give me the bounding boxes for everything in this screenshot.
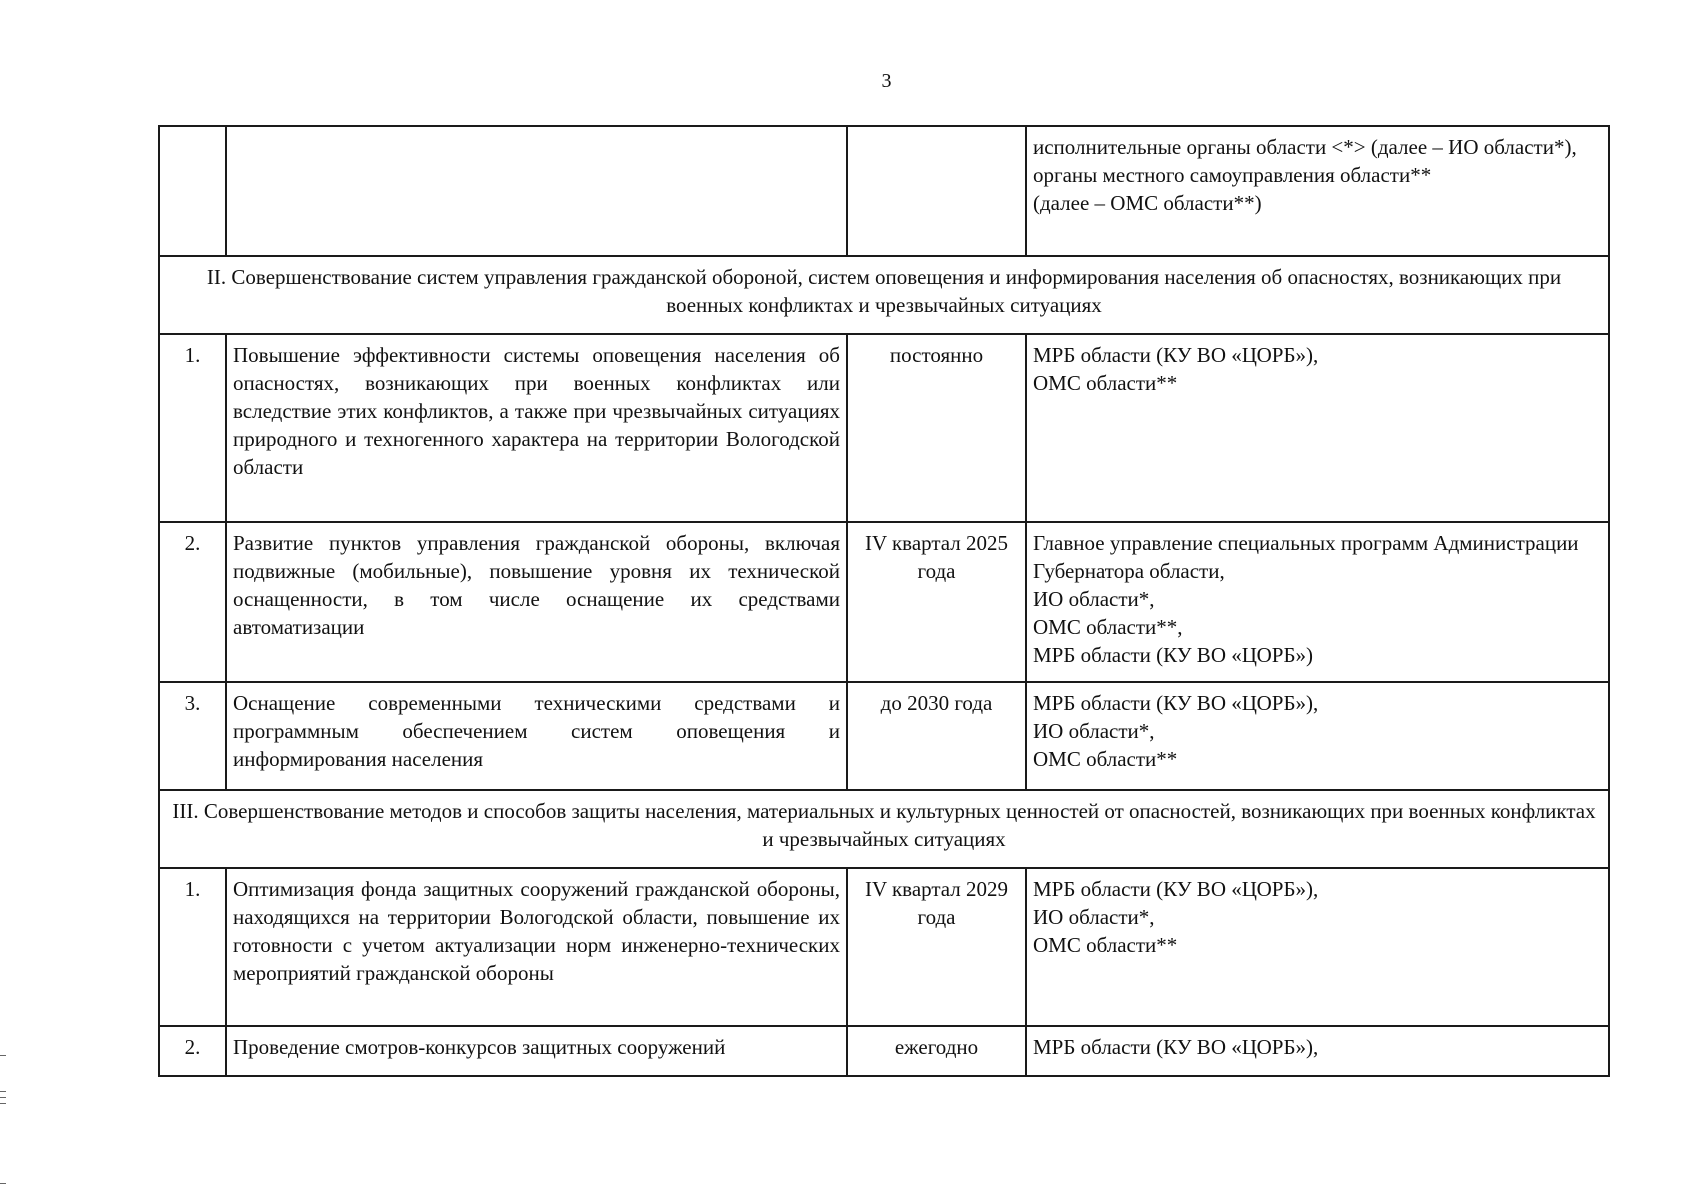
executor-line: ОМС области** bbox=[1033, 371, 1178, 395]
executor-line: МРБ области (КУ ВО «ЦОРБ»), bbox=[1033, 877, 1319, 901]
row-executors-cell bbox=[1026, 682, 1609, 790]
table-row bbox=[159, 522, 1609, 682]
row-number: 1. bbox=[159, 334, 226, 522]
section-title: III. Совершенствование методов и способов защиты населения, материальных и культурных ценностей от опасностей, возникающих при военных конфликтах и чрезвычайных ситуациях bbox=[159, 790, 1609, 868]
scan-edge-marks bbox=[0, 1055, 8, 1195]
row-term: постоянно bbox=[847, 334, 1026, 522]
row-number: 1. bbox=[159, 868, 226, 1026]
executor-line: МРБ области (КУ ВО «ЦОРБ»), bbox=[1033, 343, 1319, 367]
row-description: Оснащение современными техническими средствами и программным обеспечением систем оповещения и информирования населения bbox=[226, 682, 847, 790]
executor-line: МРБ области (КУ ВО «ЦОРБ»), bbox=[1033, 1035, 1319, 1059]
row-description: Повышение эффективности системы оповещения населения об опасностях, возникающих при военных конфликтах или вследствие этих конфликтов, а также при чрезвычайных ситуациях природного и техногенного характера на территории Вологодской области bbox=[226, 334, 847, 522]
plan-table bbox=[158, 125, 1610, 1077]
table-row bbox=[159, 682, 1609, 790]
executor-line: МРБ области (КУ ВО «ЦОРБ»), bbox=[1033, 691, 1319, 715]
executor-line: ИО области*, bbox=[1033, 905, 1155, 929]
row-number: 3. bbox=[159, 682, 226, 790]
executor-line: (далее – ОМС области**) bbox=[1033, 191, 1262, 215]
executor-line: Главное управление специальных программ Администрации Губернатора области, bbox=[1033, 531, 1579, 583]
table-row bbox=[159, 1026, 1609, 1076]
executor-line: МРБ области (КУ ВО «ЦОРБ») bbox=[1033, 643, 1314, 667]
executor-line: ИО области*, bbox=[1033, 719, 1155, 743]
section-header-row bbox=[159, 790, 1609, 868]
row-executors-cell bbox=[1026, 868, 1609, 1026]
row-number: 2. bbox=[159, 522, 226, 682]
row-description-cell bbox=[226, 126, 847, 256]
row-term-cell bbox=[847, 126, 1026, 256]
row-description: Развитие пунктов управления гражданской обороны, включая подвижные (мобильные), повышение уровня их технической оснащенности, в том числе оснащение их средствами автоматизации bbox=[226, 522, 847, 682]
executor-line: органы местного самоуправления области** bbox=[1033, 163, 1432, 187]
section-header-row bbox=[159, 256, 1609, 334]
table-row bbox=[159, 126, 1609, 256]
row-executors-cell bbox=[1026, 522, 1609, 682]
row-description: Оптимизация фонда защитных сооружений гражданской обороны, находящихся на территории Вологодской области, повышение их готовности с учетом актуализации норм инженерно-технических мероприятий гражданской обороны bbox=[226, 868, 847, 1026]
executor-line: исполнительные органы области <*> (далее – ИО области*), bbox=[1033, 135, 1577, 159]
row-term: IV квартал 2025 года bbox=[847, 522, 1026, 682]
row-executors-cell bbox=[1026, 126, 1609, 256]
table-row bbox=[159, 868, 1609, 1026]
row-term: IV квартал 2029 года bbox=[847, 868, 1026, 1026]
table-row bbox=[159, 334, 1609, 522]
row-number: 2. bbox=[159, 1026, 226, 1076]
row-description: Проведение смотров-конкурсов защитных сооружений bbox=[226, 1026, 847, 1076]
row-term: до 2030 года bbox=[847, 682, 1026, 790]
executor-line: ОМС области** bbox=[1033, 933, 1178, 957]
row-executors-cell bbox=[1026, 1026, 1609, 1076]
executor-line: ИО области*, bbox=[1033, 587, 1155, 611]
executor-line: ОМС области**, bbox=[1033, 615, 1183, 639]
page-number: 3 bbox=[881, 70, 892, 92]
row-term: ежегодно bbox=[847, 1026, 1026, 1076]
executor-line: ОМС области** bbox=[1033, 747, 1178, 771]
row-number-cell bbox=[159, 126, 226, 256]
section-title: II. Совершенствование систем управления гражданской обороной, систем оповещения и информирования населения об опасностях, возникающих при военных конфликтах и чрезвычайных ситуациях bbox=[159, 256, 1609, 334]
row-executors-cell bbox=[1026, 334, 1609, 522]
